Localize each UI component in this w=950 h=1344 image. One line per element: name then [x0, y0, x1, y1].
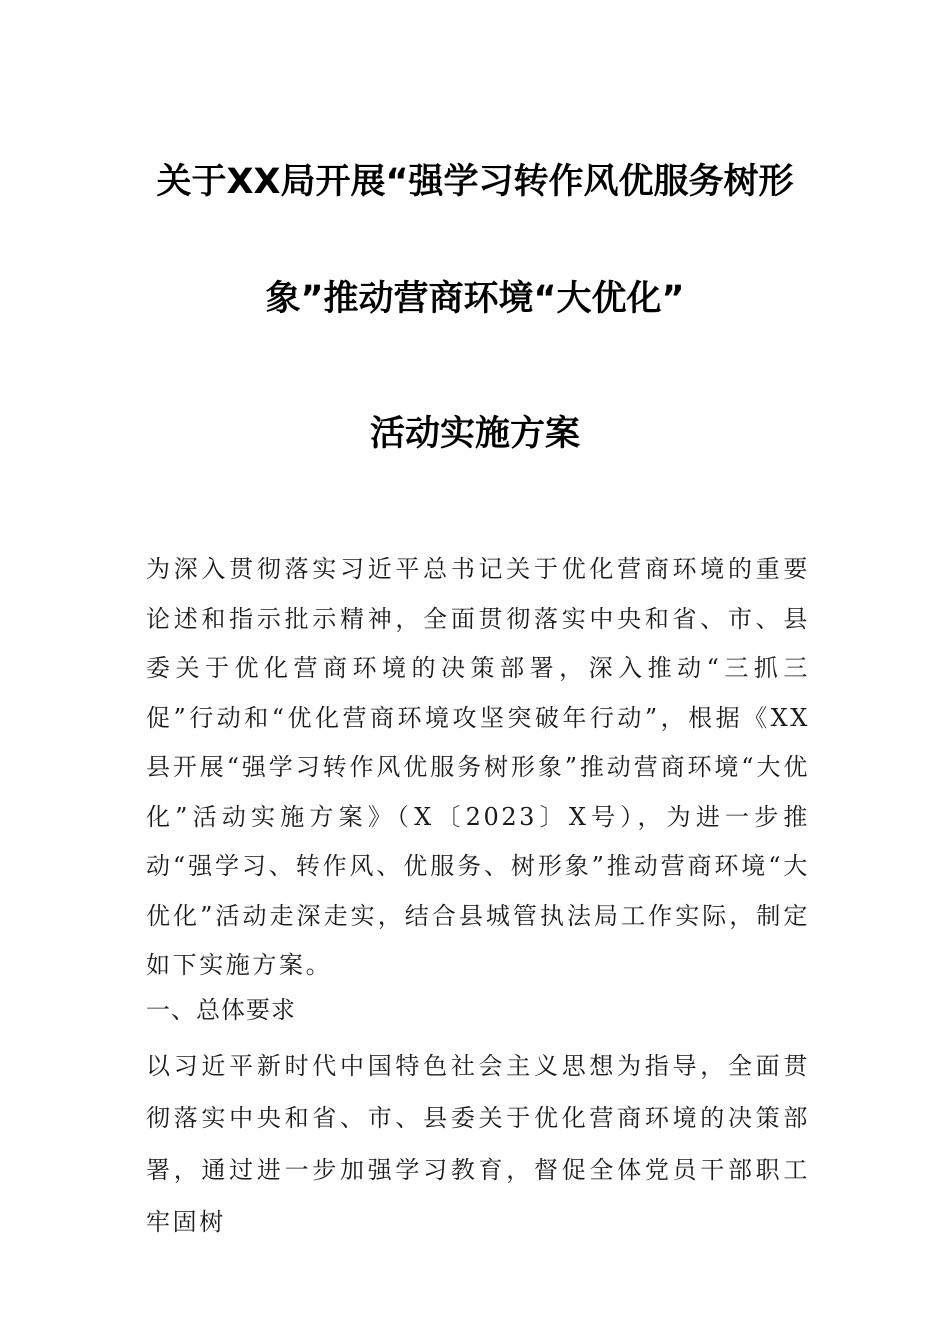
section-heading-general-requirements: 一、总体要求 — [146, 996, 296, 1024]
document-title-line-1: 关于XX局开展“强学习转作风优服务树形 — [156, 162, 794, 202]
intro-paragraph: 为深入贯彻落实习近平总书记关于优化营商环境的重要论述和指示批示精神，全面贯彻落实中央和省、市、县委关于优化营商环境的决策部署，深入推动“三抓三促”行动和“优化营商环境攻坚突破年行动”，根据《XX县开展“强学习转作风优服务树形象”推动营商环境“大优化”活动实施方案》（X〔2023〕X号），为进一步推动“强学习、转作风、优服务、树形象”推动营商环境“大优化”活动走深走实，结合县城管执法局工作实际，制定如下实施方案。 — [146, 555, 810, 979]
document-title-line-3: 活动实施方案 — [369, 414, 580, 454]
section-1-paragraph: 以习近平新时代中国特色社会主义思想为指导，全面贯彻落实中央和省、市、县委关于优化营商环境的决策部署，通过进一步加强学习教育，督促全体党员干部职工牢固树 — [146, 1052, 810, 1236]
document-title-line-2: 象”推动营商环境“大优化” — [265, 279, 685, 319]
